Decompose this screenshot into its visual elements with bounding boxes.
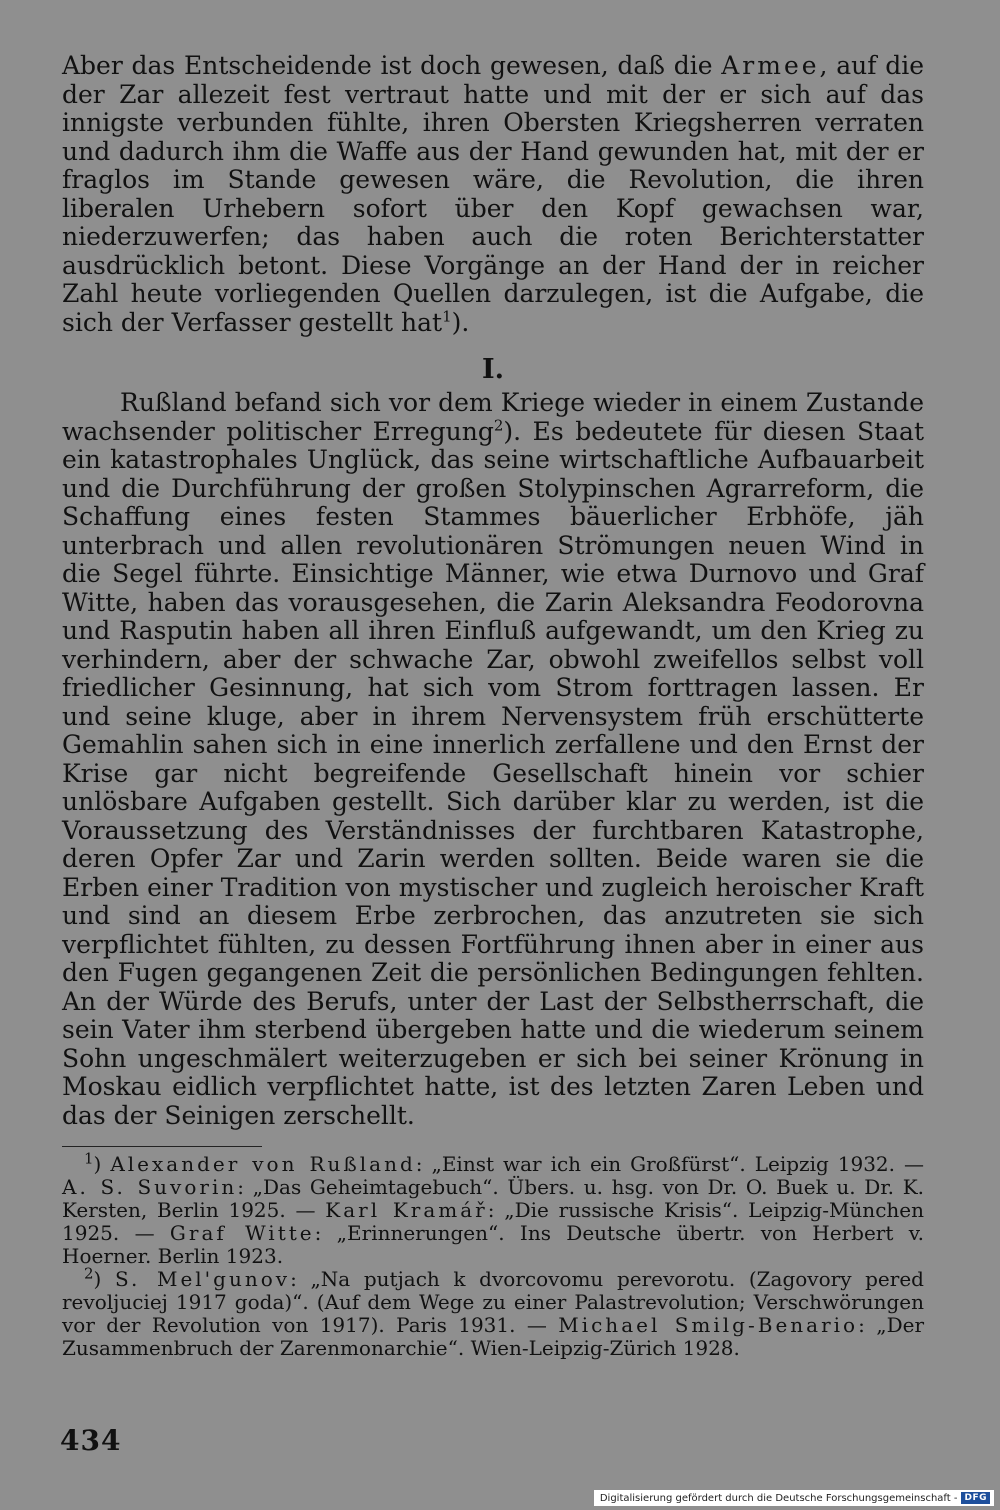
main-paragraph [62, 389, 924, 1130]
intro-paragraph [62, 52, 924, 337]
dfg-logo-icon: DFG [961, 1492, 990, 1504]
footnote-marker-1: 1 [84, 1149, 94, 1168]
footnote-1-text-1: : „Einst war ich ein Großfürst“. Leipzig 1932. — [415, 1152, 924, 1176]
footnote-2-author-1: S. Mel'gunov [114, 1267, 291, 1291]
document-page [62, 52, 924, 1360]
main-text-1: Rußland befand sich vor dem Kriege wieder in einem Zustande wachsender politischer Erregung [62, 388, 924, 446]
footnote-1-text-4: : „Erinnerungen“. Ins Deutsche übertr. von Herbert v. Hoerner. Berlin 1923. [62, 1221, 924, 1268]
footnote-separator [62, 1146, 262, 1147]
footnote-1-author-4: Graf Witte [169, 1221, 315, 1245]
intro-spaced-word: Armee [721, 51, 820, 80]
footnote-2: $^2$) S. Mel'gunov: „Na putjach k dvorcovomu perevorotu. (Zagovory pered revoljuciej 1917 goda)“. (Auf dem Wege zu einer Palastrevolution; Verschwörungen vor der Revolution von 1917). Paris 1931. — Michael Smilg-Benario: „Der Zusammenbruch der Zarenmonarchie“. Wien-Leipzig-Zürich 1928. [62, 1264, 925, 1360]
footer-text: Digitalisierung gefördert durch die Deutsche Forschungsgemeinschaft - [599, 1492, 958, 1504]
footnote-1-author-1: Alexander von Rußland [110, 1152, 416, 1176]
footnote-1: $^1$) Alexander von Rußland: „Einst war ich ein Großfürst“. Leipzig 1932. — A. S. Suvorin: „Das Geheimtagebuch“. Übers. u. hsg. von Dr. O. Buek u. Dr. K. Kersten, Berlin 1925. — Karl Kramář: „Die russische Krisis“. Leipzig-München 1925. — Graf Witte: „Erinnerungen“. Ins Deutsche übertr. von Herbert v. Hoerner. Berlin 1923. [62, 1149, 924, 1268]
intro-text-3: ). [451, 307, 470, 337]
page-number: 434 [60, 1424, 122, 1457]
digitization-footer [594, 1490, 994, 1506]
main-text-2: ). Es bedeutete für diesen Staat ein katastrophales Unglück, das seine wirtschaftliche Aufbauarbeit und die Durchführung der großen Stolypinschen Agrarreform, die Schaffung eines festen Stammes bäuerlicher Erbhöfe, jäh unterbrach und allen revolutionären Strömungen neuen Wind in die Segel führte. Einsichtige Männer, wie etwa Durnovo und Graf Witte, haben das vorausgesehen, die Zarin Aleksandra Feodorovna und Rasputin haben all ihren Einfluß aufgewandt, um den Krieg zu verhindern, aber der schwache Zar, obwohl zweifellos selbst voll friedlicher Gesinnung, hat sich vom Strom forttragen lassen. Er und seine kluge, aber in ihrem Nervensystem früh erschütterte Gemahlin sahen sich in eine innerlich zerfallene und den Ernst der Krise gar nicht begreifende Gesellschaft hinein vor schier unlösbare Aufgaben gestellt. Sich darüber klar zu werden, ist die Voraussetzung des Verständnisses der furchtbaren Katastrophe, deren Opfer Zar und Zarin werden sollten. Beide waren sie die Erben einer Tradition von mystischer und zugleich heroischer Kraft und sind an diesem Erbe zerbrochen, das anzutreten sie sich verpflichtet fühlten, zu dessen Fortführung ihnen aber in einer aus den Fugen gegangenen Zeit die persönlichen Bedingungen fehlten. An der Würde des Berufs, unter der Last der Selbstherrschaft, die sein Vater ihm sterbend übergeben hatte und die wiederum seinem Sohn ungeschmälert weiterzugeben er sich bei seiner Krönung in Moskau eidlich verpflichtet hatte, ist des letzten Zaren Leben und das der Seinigen zerschellt. [62, 416, 924, 1130]
footnote-ref-1: 1 [442, 307, 452, 326]
footnote-1-text-3: : „Die russische Krisis“. Leipzig-München 1925. — [62, 1198, 924, 1245]
footnote-2-text-2: : „Der Zusammenbruch der Zarenmonarchie“. Wien-Leipzig-Zürich 1928. [62, 1313, 925, 1360]
footnote-2-author-2: Michael Smilg-Benario [558, 1313, 859, 1337]
section-heading: I. [481, 354, 505, 385]
footnote-1-author-3: Karl Kramář [325, 1198, 488, 1222]
footnote-ref-2: 2 [493, 416, 504, 435]
intro-text-1: Aber das Entscheidende ist doch gewesen, daß die [62, 51, 722, 80]
footnote-2-text-1: : „Na putjach k dvorcovomu perevorotu. (Zagovory pered revoljuciej 1917 goda)“. (Auf dem Wege zu einer Palastrevolution; Verschwörungen vor der Revolution von 1917). Paris 1931. — [62, 1267, 924, 1337]
footnote-1-author-2: A. S. Suvorin [62, 1175, 238, 1199]
footnote-1-text-2: : „Das Geheimtagebuch“. Übers. u. hsg. von Dr. O. Buek u. Dr. K. Kersten, Berlin 1925. — [62, 1175, 924, 1222]
intro-text-2: , auf die der Zar allezeit fest vertraut hatte und mit der er sich auf das innigste verbunden fühlte, ihren Obersten Kriegsherren verraten und dadurch ihm die Waffe aus der Hand gewunden hat, mit der er fraglos im Stande gewesen wäre, die Revolution, die ihren liberalen Urhebern sofort über den Kopf gewachsen war, niederzuwerfen; das haben auch die roten Berichterstatter ausdrücklich betont. Diese Vorgänge an der Hand der in reicher Zahl heute vorliegenden Quellen darzulegen, ist die Aufgabe, die sich der Verfasser gestellt hat [62, 51, 924, 337]
footnote-marker-2: 2 [84, 1264, 94, 1283]
